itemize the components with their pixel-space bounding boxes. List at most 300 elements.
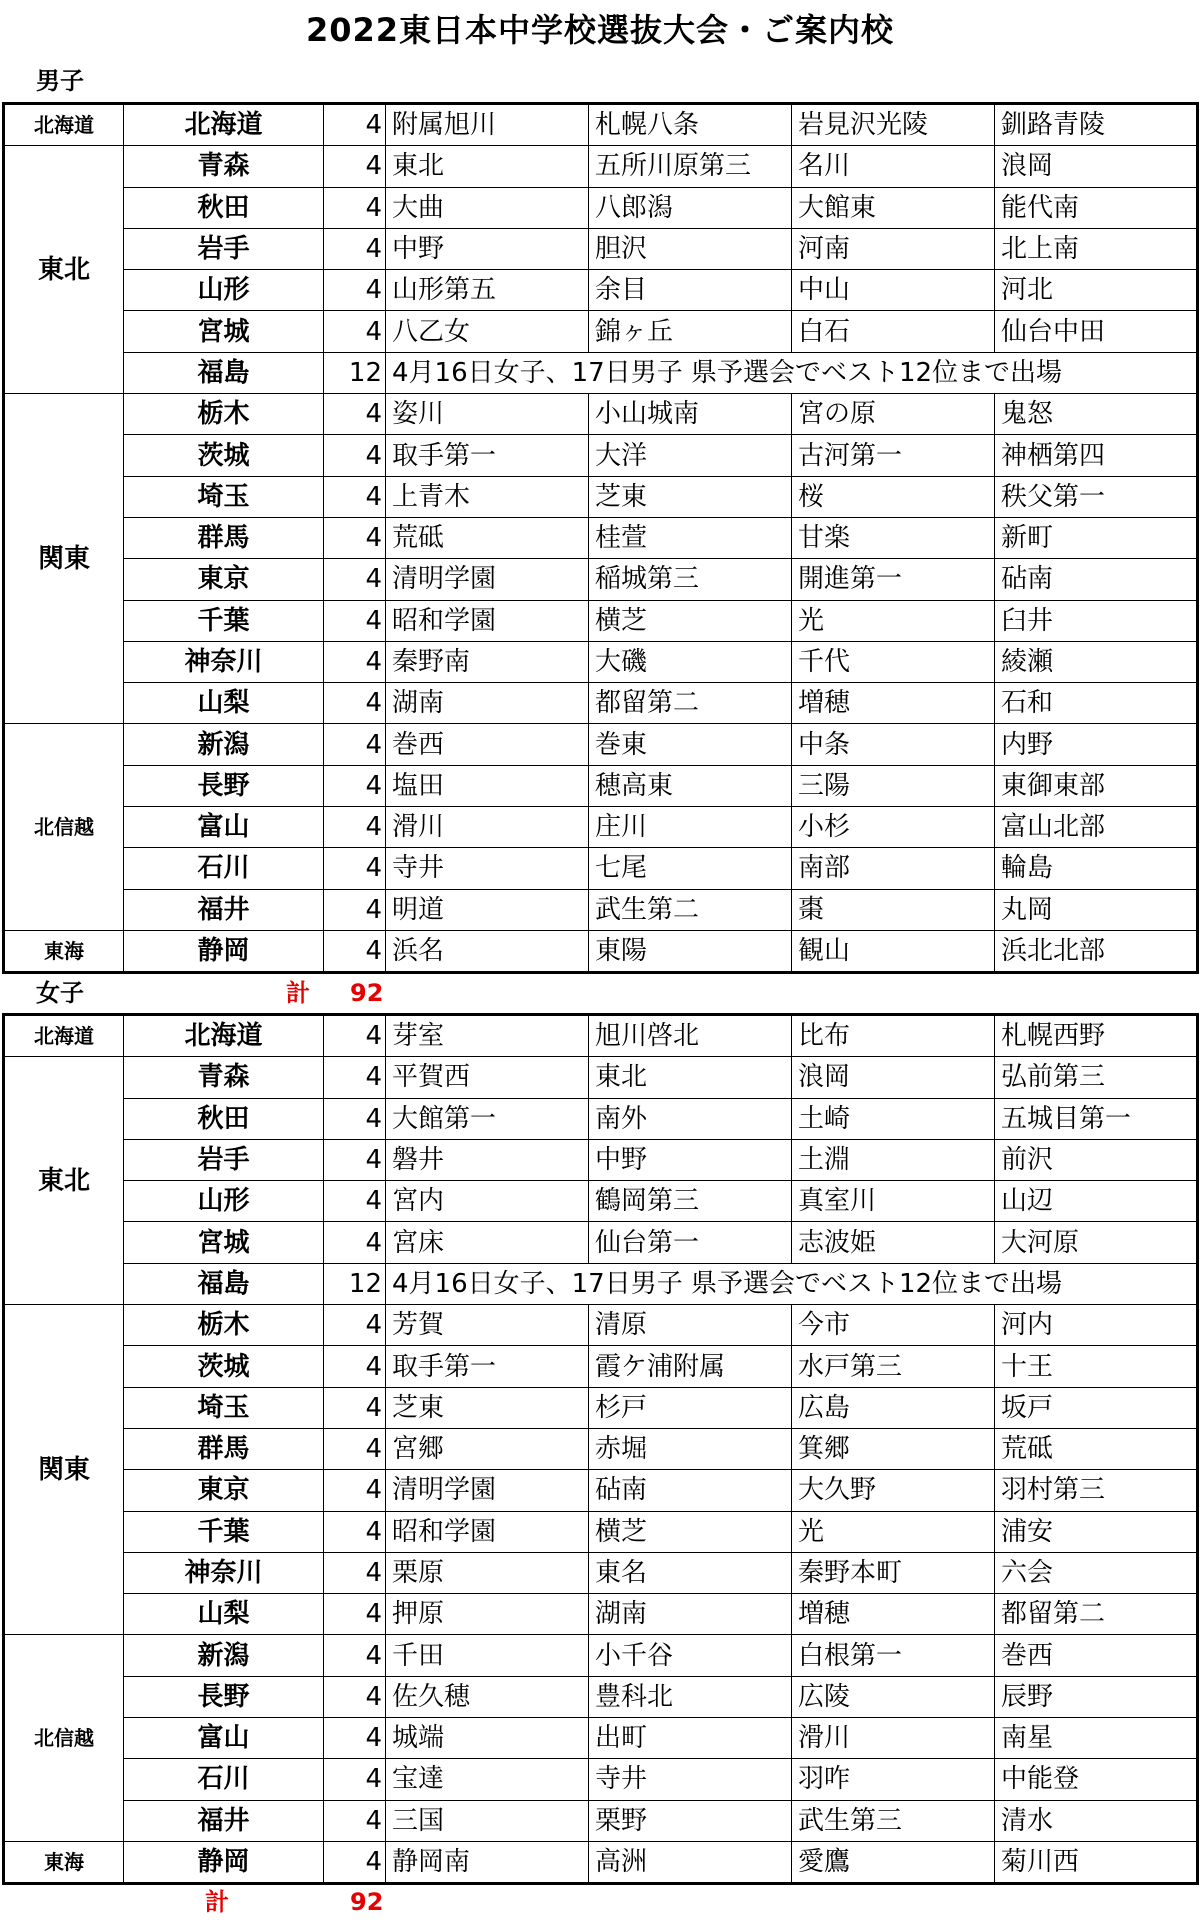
table-row: [4, 1181, 1198, 1222]
count-cell: 4: [324, 1181, 386, 1222]
table-row: [4, 600, 1198, 641]
school-cell: 佐久穂: [386, 1676, 589, 1717]
prefecture-cell: 山形: [124, 1181, 324, 1222]
school-cell: 浜名: [386, 930, 589, 972]
school-cell: 河内: [995, 1305, 1198, 1346]
school-cell: 秦野南: [386, 641, 589, 682]
table-row: [4, 517, 1198, 558]
school-cell: 東名: [589, 1552, 792, 1593]
count-cell: 4: [324, 311, 386, 352]
school-cell: 高洲: [589, 1841, 792, 1883]
prefecture-cell: 東京: [124, 1470, 324, 1511]
school-cell: 栗原: [386, 1552, 589, 1593]
school-cell: 札幌八条: [589, 104, 792, 146]
school-cell: 滑川: [792, 1718, 995, 1759]
region-cell: 関東: [4, 394, 124, 724]
school-cell: 開進第一: [792, 559, 995, 600]
table-row: [4, 1015, 1198, 1057]
count-cell: 4: [324, 1470, 386, 1511]
school-cell: 河北: [995, 270, 1198, 311]
school-cell: 宮の原: [792, 394, 995, 435]
school-cell: 浜北北部: [995, 930, 1198, 972]
table-row: [4, 1635, 1198, 1676]
school-cell: 名川: [792, 146, 995, 187]
school-cell: 綾瀬: [995, 641, 1198, 682]
school-cell: 棗: [792, 889, 995, 930]
school-cell: 中条: [792, 724, 995, 765]
prefecture-cell: 宮城: [124, 311, 324, 352]
school-cell: 宮郷: [386, 1428, 589, 1469]
table-row: [4, 889, 1198, 930]
school-cell: 小杉: [792, 807, 995, 848]
school-cell: 昭和学園: [386, 1511, 589, 1552]
school-cell: 中山: [792, 270, 995, 311]
school-cell: 札幌西野: [995, 1015, 1198, 1057]
school-cell: 清原: [589, 1305, 792, 1346]
count-cell: 4: [324, 1759, 386, 1800]
school-cell: 砧南: [995, 559, 1198, 600]
school-cell: 桂萱: [589, 517, 792, 558]
prefecture-cell: 石川: [124, 848, 324, 889]
prefecture-cell: 山梨: [124, 683, 324, 724]
prefecture-cell: 千葉: [124, 1511, 324, 1552]
school-cell: 赤堀: [589, 1428, 792, 1469]
count-cell: 4: [324, 1428, 386, 1469]
school-cell: 明道: [386, 889, 589, 930]
table-row: [4, 187, 1198, 228]
school-cell: 広島: [792, 1387, 995, 1428]
school-cell: 東北: [386, 146, 589, 187]
school-cell: 南部: [792, 848, 995, 889]
school-cell: 宝達: [386, 1759, 589, 1800]
school-cell: 取手第一: [386, 435, 589, 476]
prefecture-cell: 福島: [124, 1263, 324, 1304]
table-row: [4, 311, 1198, 352]
school-cell: 都留第二: [589, 683, 792, 724]
count-cell: 4: [324, 146, 386, 187]
school-cell: 前沢: [995, 1139, 1198, 1180]
table-row: [4, 1759, 1198, 1800]
school-cell: 丸岡: [995, 889, 1198, 930]
region-cell: 北海道: [4, 1015, 124, 1057]
table-row: [4, 1387, 1198, 1428]
count-cell: 4: [324, 1635, 386, 1676]
table-row: [4, 848, 1198, 889]
table-row: [4, 1800, 1198, 1841]
count-cell: 4: [324, 1015, 386, 1057]
count-cell: 4: [324, 930, 386, 972]
table-row: [4, 807, 1198, 848]
school-cell: 武生第三: [792, 1800, 995, 1841]
school-cell: 富山北部: [995, 807, 1198, 848]
school-cell: 土淵: [792, 1139, 995, 1180]
school-cell: 芳賀: [386, 1305, 589, 1346]
school-cell: 羽村第三: [995, 1470, 1198, 1511]
school-cell: 取手第一: [386, 1346, 589, 1387]
count-cell: 4: [324, 1222, 386, 1263]
prefecture-cell: 山形: [124, 270, 324, 311]
count-cell: 4: [324, 600, 386, 641]
prefecture-cell: 群馬: [124, 1428, 324, 1469]
school-cell: 余目: [589, 270, 792, 311]
table-row: [4, 1428, 1198, 1469]
table-row: [4, 1552, 1198, 1593]
region-cell: 東北: [4, 1057, 124, 1305]
school-cell: 菊川西: [995, 1841, 1198, 1883]
prefecture-cell: 岩手: [124, 228, 324, 269]
table-row: [4, 435, 1198, 476]
prefecture-cell: 静岡: [124, 1841, 324, 1883]
table-row: [4, 1263, 1198, 1304]
school-cell: 白石: [792, 311, 995, 352]
school-cell: 栗野: [589, 1800, 792, 1841]
school-cell: 増穂: [792, 683, 995, 724]
school-cell: 羽咋: [792, 1759, 995, 1800]
prefecture-cell: 福井: [124, 1800, 324, 1841]
school-cell: 河南: [792, 228, 995, 269]
school-cell: 中能登: [995, 1759, 1198, 1800]
prefecture-cell: 秋田: [124, 1098, 324, 1139]
prefecture-cell: 北海道: [124, 104, 324, 146]
prefecture-cell: 長野: [124, 765, 324, 806]
school-cell: 姿川: [386, 394, 589, 435]
school-cell: 七尾: [589, 848, 792, 889]
count-cell: 4: [324, 104, 386, 146]
school-cell: 東陽: [589, 930, 792, 972]
school-cell: 附属旭川: [386, 104, 589, 146]
school-cell: 小山城南: [589, 394, 792, 435]
count-cell: 4: [324, 187, 386, 228]
school-cell: 弘前第三: [995, 1057, 1198, 1098]
count-cell: 4: [324, 1800, 386, 1841]
school-cell: 霞ケ浦附属: [589, 1346, 792, 1387]
girls-total-value: 92: [350, 1888, 384, 1916]
table-row: [4, 104, 1198, 146]
prefecture-cell: 神奈川: [124, 641, 324, 682]
count-cell: 4: [324, 1676, 386, 1717]
region-cell: 東海: [4, 930, 124, 972]
table-row: [4, 270, 1198, 311]
school-cell: 巻東: [589, 724, 792, 765]
school-cell: 稲城第三: [589, 559, 792, 600]
school-cell: 芝東: [589, 476, 792, 517]
school-cell: 東御東部: [995, 765, 1198, 806]
school-cell: 芝東: [386, 1387, 589, 1428]
count-cell: 4: [324, 1387, 386, 1428]
table-row: [4, 1676, 1198, 1717]
table-row: [4, 1718, 1198, 1759]
prefecture-cell: 茨城: [124, 1346, 324, 1387]
school-cell: 宮床: [386, 1222, 589, 1263]
table-row: [4, 476, 1198, 517]
school-cell: 大久野: [792, 1470, 995, 1511]
table-row: [4, 146, 1198, 187]
table-row: [4, 641, 1198, 682]
school-cell: 大館東: [792, 187, 995, 228]
table-row: [4, 765, 1198, 806]
table-row: [4, 1346, 1198, 1387]
school-cell: 光: [792, 1511, 995, 1552]
school-cell: 輪島: [995, 848, 1198, 889]
count-cell: 4: [324, 683, 386, 724]
prefecture-cell: 福島: [124, 352, 324, 393]
school-cell: 浦安: [995, 1511, 1198, 1552]
school-cell: 十王: [995, 1346, 1198, 1387]
table-row: [4, 1139, 1198, 1180]
count-cell: 4: [324, 641, 386, 682]
school-cell: 平賀西: [386, 1057, 589, 1098]
count-cell: 4: [324, 1511, 386, 1552]
prefecture-cell: 群馬: [124, 517, 324, 558]
prefecture-cell: 新潟: [124, 1635, 324, 1676]
count-cell: 4: [324, 765, 386, 806]
school-cell: 山形第五: [386, 270, 589, 311]
prefecture-cell: 富山: [124, 807, 324, 848]
school-cell: 八乙女: [386, 311, 589, 352]
school-cell: 巻西: [995, 1635, 1198, 1676]
table-row: [4, 394, 1198, 435]
count-cell: 4: [324, 1841, 386, 1883]
school-cell: 五所川原第三: [589, 146, 792, 187]
prefecture-cell: 岩手: [124, 1139, 324, 1180]
count-cell: 4: [324, 848, 386, 889]
school-cell: 城端: [386, 1718, 589, 1759]
school-cell: 坂戸: [995, 1387, 1198, 1428]
count-cell: 12: [324, 352, 386, 393]
count-cell: 4: [324, 1305, 386, 1346]
prefecture-cell: 千葉: [124, 600, 324, 641]
school-cell: 光: [792, 600, 995, 641]
table-row: [4, 1305, 1198, 1346]
school-cell: 東北: [589, 1057, 792, 1098]
count-cell: 4: [324, 1057, 386, 1098]
count-cell: 4: [324, 228, 386, 269]
school-cell: 武生第二: [589, 889, 792, 930]
prefecture-cell: 山梨: [124, 1594, 324, 1635]
note-cell: 4月16日女子、17日男子 県予選会でベスト12位まで出場: [386, 352, 1198, 393]
count-cell: 4: [324, 1346, 386, 1387]
school-cell: 静岡南: [386, 1841, 589, 1883]
school-cell: 大河原: [995, 1222, 1198, 1263]
count-cell: 4: [324, 559, 386, 600]
school-cell: 水戸第三: [792, 1346, 995, 1387]
table-row: [4, 228, 1198, 269]
school-cell: 清明学園: [386, 1470, 589, 1511]
school-cell: 穂高東: [589, 765, 792, 806]
region-cell: 北信越: [4, 724, 124, 930]
school-cell: 広陵: [792, 1676, 995, 1717]
school-cell: 芽室: [386, 1015, 589, 1057]
school-cell: 湖南: [386, 683, 589, 724]
school-cell: 観山: [792, 930, 995, 972]
count-cell: 4: [324, 1098, 386, 1139]
school-cell: 滑川: [386, 807, 589, 848]
count-cell: 4: [324, 889, 386, 930]
school-cell: 甘楽: [792, 517, 995, 558]
school-cell: 宮内: [386, 1181, 589, 1222]
school-cell: 湖南: [589, 1594, 792, 1635]
prefecture-cell: 北海道: [124, 1015, 324, 1057]
school-cell: 鬼怒: [995, 394, 1198, 435]
school-cell: 杉戸: [589, 1387, 792, 1428]
school-cell: 石和: [995, 683, 1198, 724]
school-cell: 押原: [386, 1594, 589, 1635]
school-cell: 内野: [995, 724, 1198, 765]
count-cell: 4: [324, 1594, 386, 1635]
table-row: [4, 1470, 1198, 1511]
school-cell: 錦ヶ丘: [589, 311, 792, 352]
school-cell: 砧南: [589, 1470, 792, 1511]
count-cell: 4: [324, 270, 386, 311]
school-cell: 荒砥: [995, 1428, 1198, 1469]
table-row: [4, 683, 1198, 724]
school-cell: 大洋: [589, 435, 792, 476]
boys-total-label: 計: [286, 979, 310, 1007]
school-cell: 千田: [386, 1635, 589, 1676]
school-cell: 出町: [589, 1718, 792, 1759]
school-cell: 巻西: [386, 724, 589, 765]
school-cell: 八郎潟: [589, 187, 792, 228]
region-cell: 北信越: [4, 1635, 124, 1841]
prefecture-cell: 東京: [124, 559, 324, 600]
school-cell: 清明学園: [386, 559, 589, 600]
girls-section-label: 女子: [36, 979, 84, 1007]
school-cell: 鶴岡第三: [589, 1181, 792, 1222]
school-cell: 大館第一: [386, 1098, 589, 1139]
count-cell: 4: [324, 435, 386, 476]
school-cell: 南外: [589, 1098, 792, 1139]
school-cell: 秦野本町: [792, 1552, 995, 1593]
school-cell: 山辺: [995, 1181, 1198, 1222]
prefecture-cell: 栃木: [124, 1305, 324, 1346]
school-cell: 寺井: [589, 1759, 792, 1800]
prefecture-cell: 青森: [124, 1057, 324, 1098]
count-cell: 4: [324, 1139, 386, 1180]
school-cell: 愛鷹: [792, 1841, 995, 1883]
school-cell: 千代: [792, 641, 995, 682]
table-row: [4, 1594, 1198, 1635]
count-cell: 4: [324, 394, 386, 435]
school-cell: 箕郷: [792, 1428, 995, 1469]
school-cell: 磐井: [386, 1139, 589, 1180]
school-cell: 比布: [792, 1015, 995, 1057]
prefecture-cell: 埼玉: [124, 1387, 324, 1428]
school-cell: 豊科北: [589, 1676, 792, 1717]
school-cell: 南星: [995, 1718, 1198, 1759]
school-cell: 能代南: [995, 187, 1198, 228]
school-cell: 大磯: [589, 641, 792, 682]
prefecture-cell: 宮城: [124, 1222, 324, 1263]
school-cell: 辰野: [995, 1676, 1198, 1717]
school-cell: 臼井: [995, 600, 1198, 641]
table-row: [4, 930, 1198, 972]
prefecture-cell: 栃木: [124, 394, 324, 435]
school-cell: 真室川: [792, 1181, 995, 1222]
school-cell: 神栖第四: [995, 435, 1198, 476]
school-cell: 小千谷: [589, 1635, 792, 1676]
prefecture-cell: 新潟: [124, 724, 324, 765]
prefecture-cell: 埼玉: [124, 476, 324, 517]
school-cell: 大曲: [386, 187, 589, 228]
region-cell: 関東: [4, 1305, 124, 1635]
count-cell: 4: [324, 1718, 386, 1759]
table-row: [4, 1511, 1198, 1552]
school-cell: 荒砥: [386, 517, 589, 558]
prefecture-cell: 神奈川: [124, 1552, 324, 1593]
girls-table: [2, 1013, 1199, 1885]
table-row: [4, 1098, 1198, 1139]
school-cell: 岩見沢光陵: [792, 104, 995, 146]
school-cell: 上青木: [386, 476, 589, 517]
school-cell: 釧路青陵: [995, 104, 1198, 146]
boys-table: [2, 102, 1199, 974]
boys-total-value: 92: [350, 979, 384, 1007]
count-cell: 4: [324, 807, 386, 848]
school-cell: 胆沢: [589, 228, 792, 269]
school-cell: 清水: [995, 1800, 1198, 1841]
school-cell: 三陽: [792, 765, 995, 806]
school-cell: 昭和学園: [386, 600, 589, 641]
school-cell: 横芝: [589, 1511, 792, 1552]
school-cell: 土崎: [792, 1098, 995, 1139]
school-cell: 秩父第一: [995, 476, 1198, 517]
prefecture-cell: 長野: [124, 1676, 324, 1717]
page-title: 2022東日本中学校選抜大会・ご案内校: [305, 11, 895, 49]
school-cell: 浪岡: [995, 146, 1198, 187]
school-cell: 横芝: [589, 600, 792, 641]
count-cell: 4: [324, 724, 386, 765]
school-cell: 五城目第一: [995, 1098, 1198, 1139]
prefecture-cell: 石川: [124, 1759, 324, 1800]
table-row: [4, 559, 1198, 600]
school-cell: 三国: [386, 1800, 589, 1841]
count-cell: 4: [324, 476, 386, 517]
boys-section-label: 男子: [36, 67, 84, 95]
table-row: [4, 1057, 1198, 1098]
table-row: [4, 1222, 1198, 1263]
school-cell: 中野: [386, 228, 589, 269]
prefecture-cell: 秋田: [124, 187, 324, 228]
school-cell: 塩田: [386, 765, 589, 806]
table-row: [4, 1841, 1198, 1883]
count-cell: 4: [324, 1552, 386, 1593]
count-cell: 4: [324, 517, 386, 558]
school-cell: 志波姫: [792, 1222, 995, 1263]
school-cell: 浪岡: [792, 1057, 995, 1098]
school-cell: 桜: [792, 476, 995, 517]
school-cell: 仙台第一: [589, 1222, 792, 1263]
school-cell: 旭川啓北: [589, 1015, 792, 1057]
school-cell: 中野: [589, 1139, 792, 1180]
school-cell: 今市: [792, 1305, 995, 1346]
count-cell: 12: [324, 1263, 386, 1304]
school-cell: 都留第二: [995, 1594, 1198, 1635]
school-cell: 白根第一: [792, 1635, 995, 1676]
school-cell: 北上南: [995, 228, 1198, 269]
note-cell: 4月16日女子、17日男子 県予選会でベスト12位まで出場: [386, 1263, 1198, 1304]
prefecture-cell: 福井: [124, 889, 324, 930]
school-cell: 六会: [995, 1552, 1198, 1593]
girls-total-label: 計: [205, 1888, 229, 1916]
school-cell: 増穂: [792, 1594, 995, 1635]
table-row: [4, 724, 1198, 765]
region-cell: 東海: [4, 1841, 124, 1883]
prefecture-cell: 茨城: [124, 435, 324, 476]
school-cell: 寺井: [386, 848, 589, 889]
school-cell: 新町: [995, 517, 1198, 558]
school-cell: 庄川: [589, 807, 792, 848]
prefecture-cell: 富山: [124, 1718, 324, 1759]
